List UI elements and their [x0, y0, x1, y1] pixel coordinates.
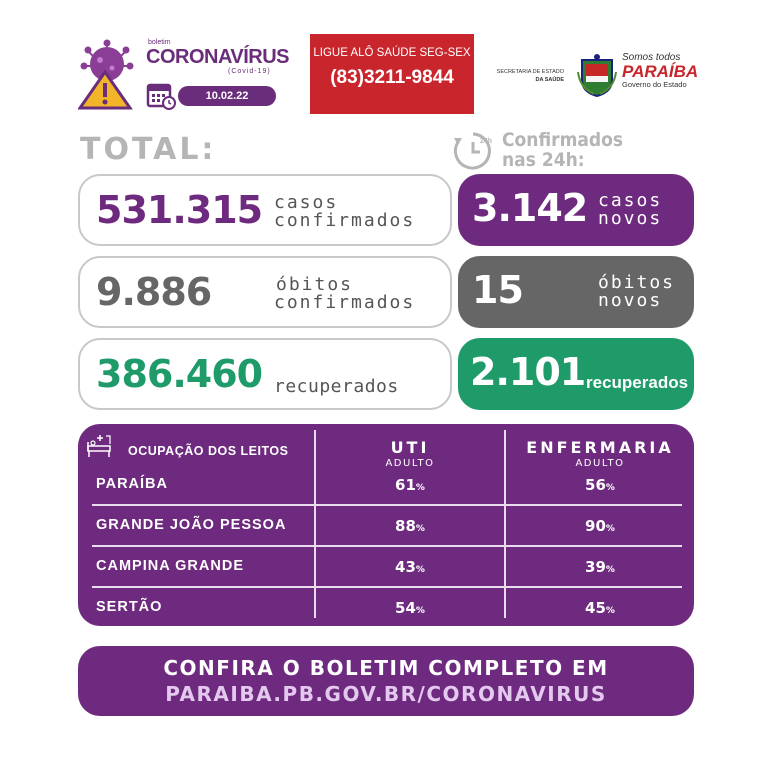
- uti-column-header: [314, 438, 506, 469]
- total-deaths-card: [78, 256, 452, 328]
- new-deaths-label-line1: óbitos: [598, 272, 676, 293]
- row-divider: [92, 586, 682, 588]
- total-cases-label: [274, 194, 415, 230]
- new-recovered-value: 2.101: [470, 350, 586, 394]
- virus-warning-icon: [78, 38, 136, 110]
- enfermaria-value: 90%: [585, 517, 615, 535]
- region-name: GRANDE JOÃO PESSOA: [96, 517, 287, 533]
- table-row: [78, 517, 694, 557]
- new-recovered-label: recuperados: [586, 373, 689, 392]
- enfermaria-value: 45%: [585, 599, 615, 617]
- brand-title: CORONAVÍRUS: [146, 46, 290, 68]
- last24-label-line1: Confirmados: [502, 129, 624, 151]
- clock-24h-tag: 24h: [480, 138, 493, 145]
- uti-value: 61%: [395, 476, 425, 494]
- bulletin-date: 10.02.22: [178, 86, 276, 106]
- calendar-icon: [146, 80, 176, 110]
- bed-occupancy-panel: [78, 424, 694, 626]
- table-row: [78, 558, 694, 598]
- secretaria-line1: SECRETARIA DE ESTADO: [496, 69, 564, 75]
- total-cases-label-line2: confirmados: [274, 210, 416, 231]
- paraiba-government-logo: [622, 52, 712, 89]
- region-name: PARAÍBA: [96, 476, 168, 492]
- total-recovered-value: 386.460: [96, 352, 263, 396]
- uti-value: 43%: [395, 558, 425, 576]
- phone-banner: [310, 34, 474, 114]
- new-cases-label-line2: novos: [598, 208, 663, 229]
- footer-headline: CONFIRA O BOLETIM COMPLETO EM: [163, 656, 609, 680]
- enfermaria-value: 56%: [585, 476, 615, 494]
- secretaria-label: [492, 68, 564, 84]
- new-deaths-label-line2: novos: [598, 290, 663, 311]
- total-deaths-label: [274, 276, 415, 312]
- total-cases-value: 531.315: [96, 188, 263, 232]
- table-row: [78, 476, 694, 516]
- total-recovered-label: recuperados: [274, 376, 399, 397]
- total-label: TOTAL:: [80, 132, 217, 167]
- last24-label: [502, 130, 623, 170]
- uti-header-sub: ADULTO: [385, 458, 435, 469]
- total-deaths-value: 9.886: [96, 270, 212, 314]
- region-name: SERTÃO: [96, 599, 163, 615]
- full-bulletin-banner[interactable]: [78, 646, 694, 716]
- total-cases-card: [78, 174, 452, 246]
- enfermaria-header-sub: ADULTO: [575, 458, 625, 469]
- new-cases-value: 3.142: [472, 186, 588, 230]
- brand-subtitle: (Covid-19): [228, 68, 271, 75]
- total-deaths-label-line2: confirmados: [274, 292, 416, 313]
- pb-name-text: PARAÍBA: [622, 62, 699, 81]
- enfermaria-column-header: [506, 438, 694, 469]
- footer-link[interactable]: PARAIBA.PB.GOV.BR/CORONAVIRUS: [165, 682, 607, 706]
- row-divider: [92, 545, 682, 547]
- new-cases-label-line1: casos: [598, 190, 663, 211]
- last24-label-line2: nas 24h:: [502, 149, 585, 171]
- new-deaths-card: [458, 256, 694, 328]
- uti-value: 54%: [395, 599, 425, 617]
- region-name: CAMPINA GRANDE: [96, 558, 244, 574]
- phone-number[interactable]: (83)3211-9844: [330, 67, 454, 88]
- secretaria-line2: DA SAÚDE: [535, 77, 564, 83]
- row-divider: [92, 504, 682, 506]
- table-row: [78, 599, 694, 639]
- new-cases-card: [458, 174, 694, 246]
- new-deaths-label: [598, 274, 675, 310]
- total-recovered-card: [78, 338, 452, 410]
- enfermaria-header-title: ENFERMARIA: [526, 438, 674, 457]
- coronavirus-bulletin-logo: [78, 36, 290, 112]
- hospital-bed-icon: [86, 432, 114, 460]
- new-deaths-value: 15: [472, 268, 523, 312]
- brand-small-label: boletim: [148, 39, 171, 46]
- pb-somos-text: Somos todos: [622, 52, 681, 63]
- new-cases-label: [598, 192, 662, 228]
- total-cases-label-line1: casos: [274, 192, 339, 213]
- enfermaria-value: 39%: [585, 558, 615, 576]
- coat-of-arms-icon: [576, 52, 618, 98]
- occupancy-title: OCUPAÇÃO DOS LEITOS: [128, 444, 289, 458]
- uti-value: 88%: [395, 517, 425, 535]
- total-deaths-label-line1: óbitos: [276, 274, 354, 295]
- uti-header-title: UTI: [390, 438, 430, 457]
- clock-24h-icon: [452, 130, 494, 172]
- pb-gov-text: Governo do Estado: [622, 80, 687, 89]
- phone-label: LIGUE ALÔ SAÚDE SEG-SEX: [313, 47, 471, 59]
- new-recovered-card: [458, 338, 694, 410]
